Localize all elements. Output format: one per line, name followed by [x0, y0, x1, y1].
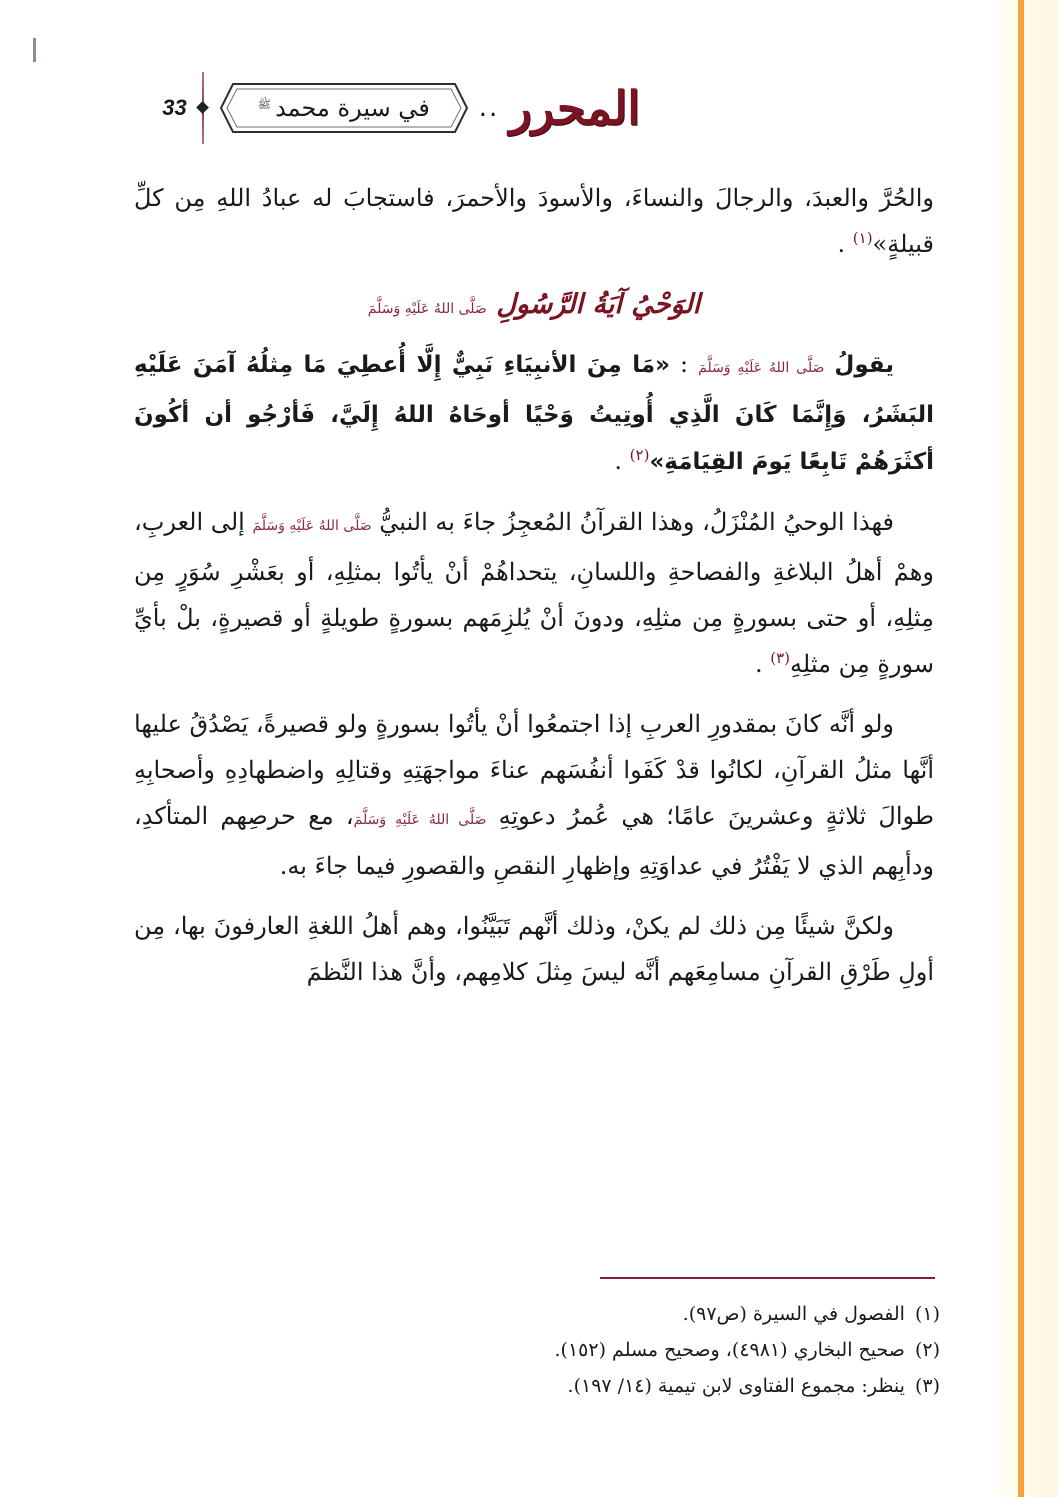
- book-title-logo: المحرر: [509, 81, 640, 135]
- continuation-end: .: [837, 230, 846, 258]
- hadith-colon: :: [679, 350, 689, 378]
- footnote-text: صحيح البخاري (٤٩٨١)، وصحيح مسلم (١٥٢).: [554, 1339, 905, 1361]
- paragraph-revelation: [134, 499, 934, 687]
- hadith-paragraph: [134, 341, 934, 485]
- book-subtitle: [231, 80, 457, 136]
- header-separator-ornament: [196, 101, 209, 114]
- page-edge: [996, 0, 1058, 1497]
- paragraph-challenge: [134, 701, 934, 889]
- subtitle-honorific: ﷺ: [257, 98, 272, 111]
- continuation-text: والحُرَّ والعبدَ، والرجالَ والنساءَ، والأسودَ والأحمرَ، فاستجابَ له عبادُ اللهِ مِن كلِّ قبيلةٍ»: [134, 184, 934, 258]
- paragraph-1-honorific: صَلَّى اللهُ عَلَيْهِ وَسَلَّمَ: [252, 518, 372, 534]
- book-subtitle-text: في سيرة محمد: [275, 94, 430, 122]
- hadith-honorific: صَلَّى اللهُ عَلَيْهِ وَسَلَّمَ: [698, 360, 825, 376]
- header-separator-group: [197, 72, 209, 144]
- paragraph-conclusion: [134, 903, 934, 995]
- footnote-item: [300, 1332, 940, 1368]
- paragraph-2-part-b: ، مع حرصِهم المتأكدِ، ودأبِهم الذي لا يَفْتُرُ في عداوَتِهِ وإظهارِ النقصِ والقصورِ فيما جاءَ به.: [134, 802, 934, 880]
- hadith-lead: يقولُ: [834, 352, 894, 378]
- paragraph-1-part-b: إلى العربِ، وهمْ أهلُ البلاغةِ والفصاحةِ واللسانِ، يتحداهُمْ أنْ يأتُوا بمثلِهِ، أو بعَشْرِ سُوَرٍ مِن مِثلِهِ، أو حتى بسورةٍ مِن مثلِهِ، ودونَ أنْ يُلزِمَهم بسورةٍ طويلةٍ أو قصيرةٍ، بلْ بأيِّ سورةٍ مِن مثلِهِ: [134, 508, 934, 678]
- header-dots: ..: [478, 93, 500, 123]
- footnote-item: [300, 1296, 940, 1332]
- continuation-paragraph: [134, 175, 934, 267]
- section-title: [134, 279, 934, 335]
- footnote-ref-3[interactable]: (٣): [770, 649, 791, 667]
- running-header: [140, 60, 640, 156]
- spine-mark: [33, 38, 36, 62]
- paragraph-2-part-a: ولو أنَّه كانَ بمقدورِ العربِ إذا اجتمعُوا أنْ يأتُوا بسورةٍ ولو قصيرةً، يَصْدُقُ عليها أنَّها مثلُ القرآنِ، لكانُوا قدْ كَفَوا أنفُسَهم عناءَ مواجهَتِهِ وقتالِهِ واضطهادِهِ وأصحابِهِ طوالَ ثلاثةٍ وعشرينَ عامًا؛ هي عُمرُ دعوتِهِ: [134, 710, 935, 830]
- footnote-item: [300, 1368, 940, 1404]
- paragraph-3-text: ولكنَّ شيئًا مِن ذلك لم يكنْ، وذلك أنَّهم تَبَيَّنُوا، وهم أهلُ اللغةِ العارفونَ بها، مِن أولِ طَرْقِ القرآنِ مسامِعَهم أنَّه ليسَ مِثلَ كلامِهم، وأنَّ هذا النَّظمَ: [134, 912, 934, 986]
- footnote-text: ينظر: مجموع الفتاوى لابن تيمية (١٤/ ١٩٧).: [567, 1375, 905, 1397]
- footnotes: [300, 1296, 940, 1404]
- header-cartouche: [219, 80, 469, 136]
- paragraph-1-part-a: فهذا الوحيُ المُنْزَلُ، وهذا القرآنُ المُعجِزُ جاءَ به النبيُّ: [379, 508, 894, 536]
- footnote-ref-1[interactable]: (١): [852, 229, 873, 247]
- footnote-number: (١): [914, 1303, 940, 1325]
- hadith-quote: «مَا مِنَ الأنبِيَاءِ نَبِيٌّ إِلَّا أُعطِيَ مَا مِثلُهُ آمَنَ عَلَيْهِ البَشَرُ، وَإِنَّمَا كَانَ الَّذِي أُوتِيتُ وَحْيًا أوحَاهُ اللهُ إِلَيَّ، فَأرْجُو أن أكُونَ أكثَرَهُمْ تَابِعًا يَومَ القِيَامَةِ»: [134, 352, 934, 475]
- footnote-divider: [600, 1277, 935, 1279]
- page-edge-strip: [1018, 0, 1024, 1497]
- footnote-ref-2[interactable]: (٢): [629, 446, 650, 464]
- footnote-number: (٢): [914, 1339, 940, 1361]
- section-title-honorific: صَلَّى اللهُ عَلَيْهِ وَسَلَّمَ: [367, 301, 487, 317]
- hadith-end: .: [614, 447, 623, 475]
- page-number: 33: [162, 95, 187, 120]
- paragraph-1-end: .: [754, 650, 763, 678]
- footnote-number: (٣): [914, 1375, 940, 1397]
- paragraph-2-honorific: صَلَّى اللهُ عَلَيْهِ وَسَلَّمَ: [353, 812, 487, 828]
- section-title-text: الوَحْيُ آيَةُ الرَّسُولِ: [496, 289, 701, 320]
- footnote-text: الفصول في السيرة (ص٩٧).: [682, 1303, 905, 1325]
- page-body: [134, 175, 934, 995]
